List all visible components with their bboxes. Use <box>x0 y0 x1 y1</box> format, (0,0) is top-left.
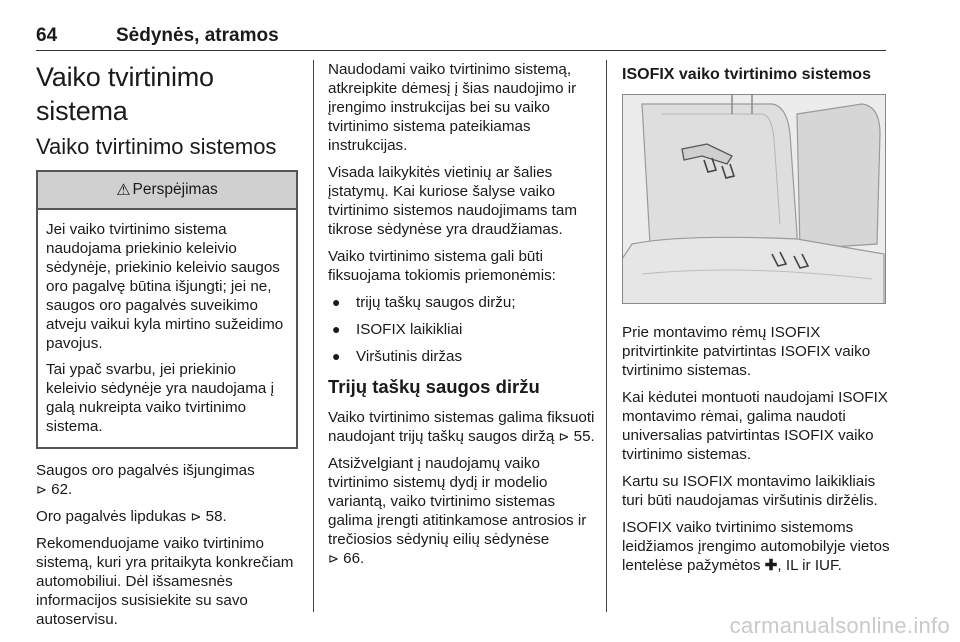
column-3 <box>622 60 892 583</box>
airbag-off-reference <box>36 461 298 499</box>
section-title: Vaiko tvirtinimo sistema <box>36 62 214 126</box>
bullet-icon: ● <box>332 294 341 310</box>
column-divider-1 <box>313 60 314 612</box>
isofix-positions-paragraph: ISOFIX vaiko tvirtinimo sistemoms leidžiamos įrengimo automobilyje vietos lentelėse pažymėtos ✚, IL ir IUF. <box>622 519 890 574</box>
airbag-labels-text: Oro pagalvės lipdukas <box>36 508 187 525</box>
seat-rows-page-link[interactable]: 66. <box>343 550 365 567</box>
running-title: Sėdynės, atramos <box>116 25 279 46</box>
page-number: 64 <box>36 25 58 46</box>
watermark: carmanualsonline.info <box>729 613 950 638</box>
three-point-belt-heading: Trijų taškų saugos diržu <box>328 376 540 397</box>
column-1 <box>36 60 298 637</box>
list-item: ● Viršutinis diržas <box>332 348 463 365</box>
isofix-universal-paragraph: Kai kėdutei montuoti naudojami ISOFIX montavimo rėmai, galima naudoti universalias patvirtintas ISOFIX vaiko tvirtinimo sistemas. <box>622 389 888 463</box>
usage-paragraph: Naudodami vaiko tvirtinimo sistemą, atkreipkite dėmesį į šias naudojimo ir įrengimo instrukcijas bei su vaiko tvirtinimo sistema pateikiamas instrukcijas. <box>328 61 577 154</box>
fixing-methods-list <box>328 293 596 366</box>
airbag-labels-reference <box>36 507 298 526</box>
list-item: ● ISOFIX laikikliai <box>332 321 463 338</box>
warning-box <box>36 170 298 449</box>
page-ref-icon: ⊳ <box>36 482 47 497</box>
column-2 <box>328 60 596 576</box>
fixing-methods-intro: Vaiko tvirtinimo sistema gali būti fiksuojama tokiomis priemonėmis: <box>328 248 556 284</box>
page-ref-icon: ⊳ <box>558 429 570 444</box>
seat-rows-paragraph: Atsižvelgiant į naudojamų vaiko tvirtinimo sistemų dydį ir modelio variantą, vaiko tvirtinimo sistemas galima įrengti atitinkamose antrosios ir trečiosios sėdynių eilių sėdynėse ⊳ 66. <box>328 455 587 567</box>
isofix-cross-icon: ✚ <box>764 557 778 574</box>
airbag-off-page-link[interactable]: 62. <box>51 481 73 498</box>
bullet-icon: ● <box>332 321 341 337</box>
laws-paragraph: Visada laikykitės vietinių ar šalies įstatymų. Kai kuriose šalyse vaiko tvirtinimo sistemos naudojimams tam tikrose sėdynėse yra draudžiamas. <box>328 164 577 238</box>
recommendation-paragraph: Rekomenduojame vaiko tvirtinimo sistemą, kuri yra pritaikyta konkrečiam automobiliui. Dėl išsamesnės informacijos susisiekite su savo autoservisu. <box>36 535 294 628</box>
isofix-seat-illustration <box>622 94 886 304</box>
warning-header <box>38 172 296 210</box>
belt-page-link[interactable]: 55. <box>573 428 595 445</box>
airbag-off-text: Saugos oro pagalvės išjungimas <box>36 462 255 479</box>
airbag-labels-page-link[interactable]: 58. <box>205 508 227 525</box>
warning-triangle-icon: ⚠ <box>116 182 131 199</box>
warning-label: Perspėjimas <box>132 181 218 198</box>
warning-paragraph-1: Jei vaiko tvirtinimo sistema naudojama priekinio keleivio sėdynėje, priekinio keleivio saugos oro pagalvę būtina išjungti; jei ne, saugos oro pagalvės suveikimo atveju vaikui kyla mirtino sužeidimo pavojus. <box>46 221 284 352</box>
isofix-mount-paragraph: Prie montavimo rėmų ISOFIX pritvirtinkite patvirtintas ISOFIX vaiko tvirtinimo sistemas. <box>622 324 871 379</box>
page-ref-icon: ⊳ <box>328 551 339 566</box>
warning-paragraph-2: Tai ypač svarbu, jei priekinio keleivio sėdynėje yra naudojama į galą nukreipta vaiko tvirtinimo sistema. <box>46 361 274 435</box>
top-tether-paragraph: Kartu su ISOFIX montavimo laikikliais turi būti naudojamas viršutinis diržėlis. <box>622 473 878 509</box>
warning-body <box>38 210 296 447</box>
three-point-belt-paragraph: Vaiko tvirtinimo sistemas galima fiksuoti naudojant trijų taškų saugos diržą ⊳ 55. <box>328 409 595 445</box>
list-item: ● trijų taškų saugos diržu; <box>332 294 516 311</box>
isofix-heading: ISOFIX vaiko tvirtinimo sistemos <box>622 66 871 83</box>
section-subtitle: Vaiko tvirtinimo sistemos <box>36 134 277 159</box>
page-header <box>36 25 886 53</box>
column-divider-2 <box>606 60 607 612</box>
bullet-icon: ● <box>332 348 341 364</box>
page-ref-icon: ⊳ <box>190 509 202 524</box>
header-rule <box>36 50 886 51</box>
